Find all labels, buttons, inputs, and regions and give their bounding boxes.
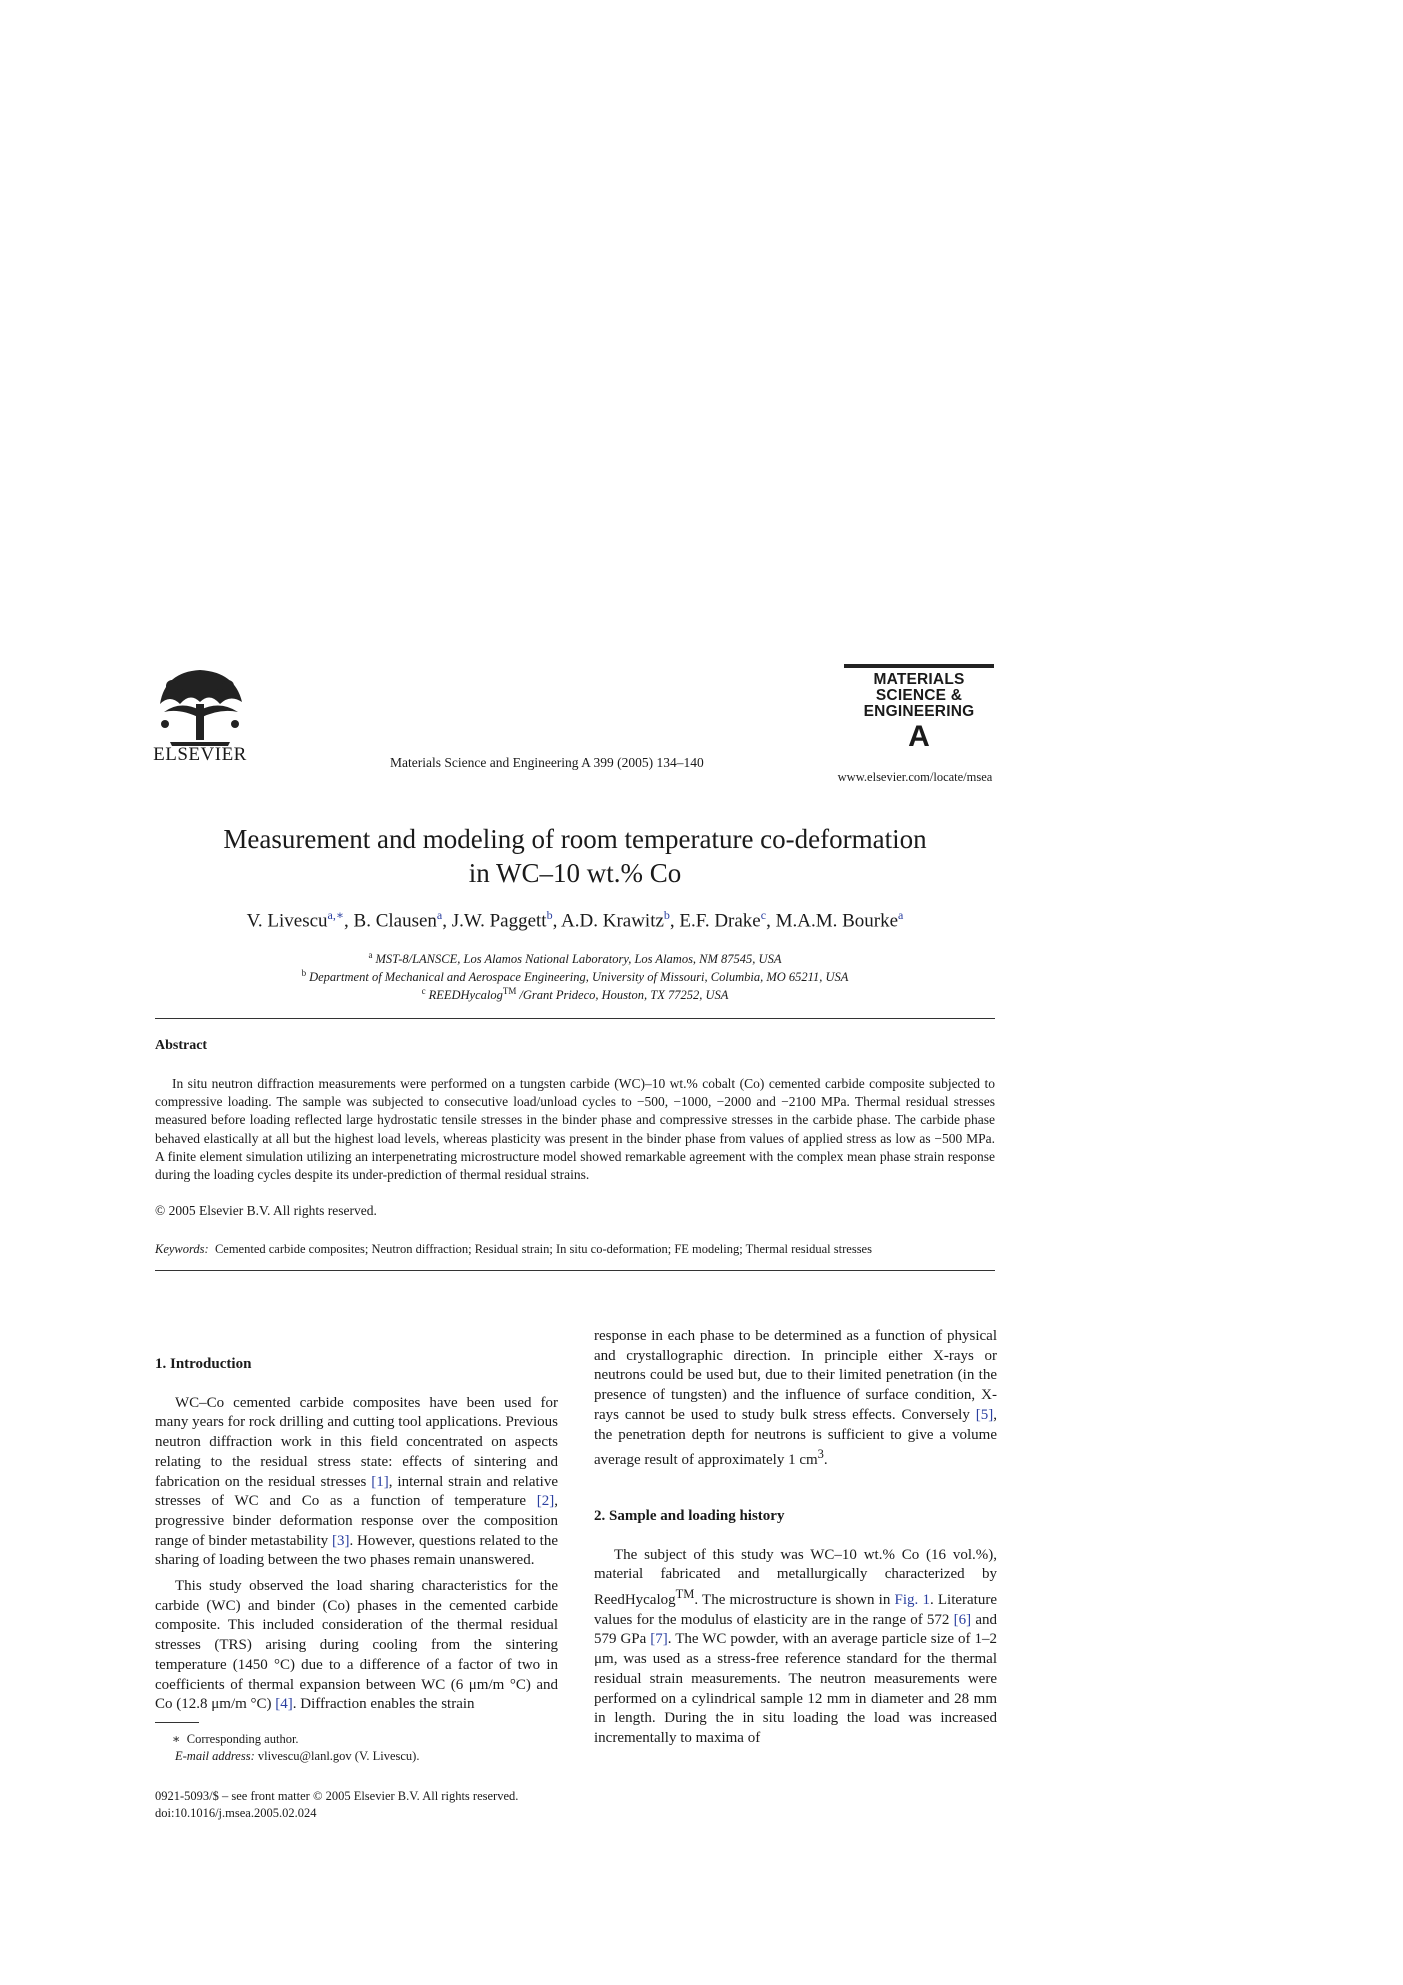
issn-line: 0921-5093/$ – see front matter © 2005 Elsevier B.V. All rights reserved.: [155, 1789, 519, 1803]
intro-paragraph-1: WC–Co cemented carbide composites have been used for many years for rock drilling and cutting tool applications. Previous neutron diffraction work in this field concentrated on aspects relating to the residual stress state: effects of sintering and fabrication on the residual stresses [1], internal strain and relative stresses of WC and Co as a function of temperature [2], progressive binder deformation response over the composition range of binder metastability [3]. However, questions related to the sharing of loading between the two phases remain unanswered.: [155, 1394, 558, 1569]
author-name: B. Clausen: [353, 910, 437, 932]
journal-logo-line-3: ENGINEERING: [863, 703, 975, 720]
abstract-text: In situ neutron diffraction measurements were performed on a tungsten carbide (WC)–10 wt.% cobalt (Co) cemented carbide composite subjected to compressive loading. The sample was subjected to consecutive load/unload cycles to −500, −1000, −2000 and −2100 MPa. Thermal residual stresses measured before loading reflected large hydrostatic tensile stresses in the binder phase and compressive stresses in the carbide phase. The carbide phase behaved elastically at all but the highest load levels, whereas plasticity was present in the binder phase from values of applied stress as low as −500 MPa. A finite element simulation utilizing an interpenetrating microstructure model showed remarkable agreement with the complex mean phase strain response during the loading cycles despite its under-prediction of thermal residual strains.: [155, 1076, 995, 1183]
section-heading-introduction: 1. Introduction: [155, 1356, 252, 1372]
author-name: J.W. Paggett: [451, 910, 547, 932]
citation-link[interactable]: [2]: [536, 1493, 555, 1510]
author-affiliation-mark[interactable]: b: [663, 908, 670, 922]
journal-logo: [844, 664, 994, 752]
article-title: [150, 822, 1000, 890]
citation-link[interactable]: [3]: [331, 1532, 350, 1549]
sample-paragraph-1: The subject of this study was WC–10 wt.% Co (16 vol.%), material fabricated and metallurgically characterized by ReedHycalog™. The microstructure is shown in Fig. 1. Literature values for the modulus of elasticity are in the range of 572 [6] and 579 GPa [7]. The WC powder, with an average particle size of 1–2 μm, was used as a stress-free reference standard for the thermal residual strain measurements. The neutron measurements were performed on a cylindrical sample 12 mm in diameter and 28 mm in length. During the in situ loading the load was increased incrementally to maxima of: [594, 1546, 997, 1746]
journal-logo-line-1: MATERIALS: [873, 671, 965, 688]
author-affiliation-mark[interactable]: a: [898, 908, 904, 922]
author-name: E.F. Drake: [679, 910, 761, 932]
doi-line[interactable]: doi:10.1016/j.msea.2005.02.024: [155, 1806, 317, 1820]
citation-link[interactable]: [4]: [275, 1696, 293, 1713]
affiliation-b: $^b$ Department of Mechanical and Aerospace Engineering, University of Missouri, Columbia, MO 65211, USA: [301, 968, 849, 985]
affiliation-a: $^a$ MST-8/LANSCE, Los Alamos National Laboratory, Los Alamos, NM 87545, USA: [368, 950, 782, 967]
citation-link[interactable]: [1]: [371, 1473, 389, 1490]
citation-link[interactable]: [7]: [650, 1631, 668, 1648]
divider-top: [155, 1018, 995, 1019]
keywords-list: Cemented carbide composites; Neutron diffraction; Residual strain; In situ co-deformation; FE modeling; Thermal residual stresses: [214, 1242, 872, 1256]
divider-bottom: [155, 1270, 995, 1271]
abstract-copyright: © 2005 Elsevier B.V. All rights reserved.: [155, 1203, 377, 1218]
section-heading-sample: 2. Sample and loading history: [594, 1507, 785, 1524]
intro-paragraph-continued: response in each phase to be determined as a function of physical and crystallographic direction. In principle either X-rays or neutrons could be used but, due to their limited penetration (in the presence of tungsten) and the influence of surface condition, X-rays cannot be used to study bulk stress effects. Conversely [5], the penetration depth for neutrons is sufficient to give a volume average result of approximately 1 $cm^3$.: [594, 1328, 997, 1469]
email-link[interactable]: vlivescu@lanl.gov (V. Livescu).: [257, 1749, 420, 1763]
footnote-email: E-mail address: vlivescu@lanl.gov (V. Livescu).: [175, 1749, 420, 1763]
keywords-label: Keywords:: [155, 1242, 209, 1256]
affiliation-c: $^c$ REEDHycalog™ /Grant Prideco, Houston, TX 77252, USA: [421, 986, 729, 1003]
abstract-heading: Abstract: [155, 1038, 208, 1053]
footnote-rule: [155, 1722, 199, 1723]
journal-logo-letter: A: [908, 720, 930, 753]
citation-link[interactable]: [6]: [953, 1611, 972, 1628]
keywords: [155, 1242, 872, 1257]
author-affiliation-mark[interactable]: a: [436, 908, 443, 922]
publisher-logo-text: ELSEVIER: [153, 744, 247, 765]
intro-paragraph-2: This study observed the load sharing characteristics for the carbide (WC) and binder (Co) phases in the cemented carbide composite. This included consideration of the thermal residual stresses (TRS) arising during cooling from the sintering temperature (1450 °C) due to a difference of a factor of two in coefficients of thermal expansion between WC (6 μm/m °C) and Co (12.8 μm/m °C) [4]. Diffraction enables the strain: [155, 1578, 558, 1713]
title-line-1: Measurement and modeling of room temperature co-deformation: [223, 824, 927, 854]
journal-citation: Materials Science and Engineering A 399 (2005) 134–140: [390, 755, 704, 770]
author-affiliation-mark[interactable]: b: [546, 908, 553, 922]
body-column-right: [594, 1327, 997, 1749]
journal-url[interactable]: www.elsevier.com/locate/msea: [837, 770, 993, 784]
footnote-corresponding: ∗ Corresponding author.: [172, 1732, 299, 1746]
author-list: V. Livescu$^{a,∗}$, B. Clausen$^a$, J.W. Paggett$^b$, A.D. Krawitz$^b$, E.F. Drake$^c$, M.A.M. Bourke$^a$: [246, 908, 904, 932]
journal-logo-line-2: SCIENCE &: [875, 687, 963, 704]
author-name: M.A.M. Bourke: [775, 910, 899, 932]
author-name: V. Livescu: [246, 910, 328, 932]
author-affiliation-mark[interactable]: a,∗: [327, 908, 345, 922]
figure-link[interactable]: Fig. 1: [894, 1592, 930, 1609]
author-affiliation-mark[interactable]: c: [760, 908, 767, 922]
citation-link[interactable]: [5]: [975, 1406, 994, 1423]
author-name: A.D. Krawitz: [561, 910, 664, 932]
body-column-left: [155, 1355, 558, 1715]
title-line-2: in WC–10 wt.% Co: [468, 858, 682, 888]
